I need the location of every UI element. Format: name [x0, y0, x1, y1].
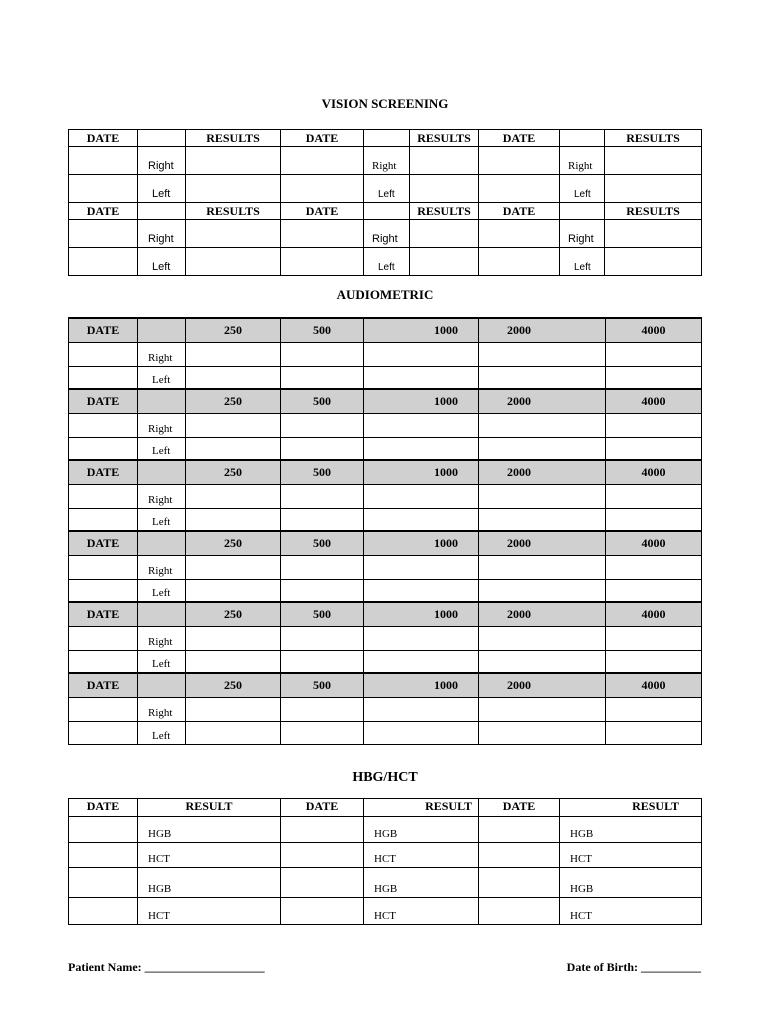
frequency-header: 1000	[364, 460, 479, 484]
date-cell[interactable]	[69, 721, 138, 744]
date-cell[interactable]	[281, 843, 364, 868]
result-cell[interactable]	[364, 555, 479, 579]
date-cell[interactable]	[69, 868, 138, 898]
result-cell[interactable]	[281, 437, 364, 460]
hgb-label: HGB	[560, 817, 702, 843]
audiometric-left-row	[69, 721, 702, 744]
result-cell[interactable]	[281, 626, 364, 650]
date-header: DATE	[281, 203, 364, 220]
date-cell[interactable]	[479, 248, 560, 276]
result-cell[interactable]	[606, 697, 702, 721]
patient-name-field[interactable]: Patient Name: ____________________	[68, 960, 265, 974]
audiometric-table	[68, 317, 702, 745]
date-header: DATE	[69, 203, 138, 220]
result-cell[interactable]	[186, 175, 281, 203]
date-cell[interactable]	[281, 817, 364, 843]
result-header: RESULT	[364, 799, 479, 817]
frequency-header: 500	[281, 460, 364, 484]
result-cell[interactable]	[186, 147, 281, 175]
result-cell[interactable]	[281, 342, 364, 366]
left-ear-label: Left	[138, 650, 186, 673]
frequency-header: 2000	[479, 318, 606, 342]
frequency-header: 250	[186, 318, 281, 342]
result-cell[interactable]	[479, 579, 606, 602]
audiometric-right-row	[69, 484, 702, 508]
hgb-label: HGB	[138, 817, 281, 843]
date-cell[interactable]	[479, 843, 560, 868]
date-cell[interactable]	[69, 437, 138, 460]
result-cell[interactable]	[605, 248, 702, 276]
right-eye-label: Right	[560, 147, 605, 175]
date-header: DATE	[281, 799, 364, 817]
frequency-header: 1000	[364, 602, 479, 626]
result-cell[interactable]	[606, 650, 702, 673]
right-eye-label: Right	[364, 147, 410, 175]
hgb-label: HGB	[364, 868, 479, 898]
date-cell[interactable]	[479, 175, 560, 203]
date-cell[interactable]	[69, 413, 138, 437]
frequency-header: 2000	[479, 460, 606, 484]
result-cell[interactable]	[364, 650, 479, 673]
frequency-header: 250	[186, 602, 281, 626]
date-of-birth-field[interactable]: Date of Birth: __________	[566, 960, 701, 974]
date-cell[interactable]	[281, 147, 364, 175]
right-eye-label: Right	[138, 220, 186, 248]
date-header: DATE	[69, 318, 138, 342]
frequency-header: 1000	[364, 389, 479, 413]
hbg-hct-title: HBG/HCT	[352, 770, 418, 785]
result-cell[interactable]	[186, 437, 281, 460]
date-cell[interactable]	[69, 626, 138, 650]
result-cell[interactable]	[281, 413, 364, 437]
result-cell[interactable]	[281, 555, 364, 579]
result-cell[interactable]	[606, 721, 702, 744]
result-cell[interactable]	[605, 220, 702, 248]
date-cell[interactable]	[69, 147, 138, 175]
result-cell[interactable]	[606, 508, 702, 531]
result-cell[interactable]	[186, 721, 281, 744]
date-cell[interactable]	[69, 898, 138, 925]
hgb-row	[69, 817, 702, 843]
hgb-row	[69, 868, 702, 898]
result-cell[interactable]	[410, 220, 479, 248]
hct-row	[69, 898, 702, 925]
right-eye-label: Right	[364, 220, 410, 248]
audiometric-right-row	[69, 697, 702, 721]
result-cell[interactable]	[186, 342, 281, 366]
left-eye-label: Left	[560, 248, 605, 276]
frequency-header: 1000	[364, 531, 479, 555]
audiometric-right-row	[69, 626, 702, 650]
result-cell[interactable]	[479, 721, 606, 744]
hbg-header-row	[69, 799, 702, 817]
date-cell[interactable]	[281, 248, 364, 276]
date-cell[interactable]	[281, 868, 364, 898]
result-header: RESULT	[138, 799, 281, 817]
result-cell[interactable]	[186, 555, 281, 579]
hgb-label: HGB	[138, 868, 281, 898]
results-header: RESULTS	[186, 203, 281, 220]
right-ear-label: Right	[138, 555, 186, 579]
result-cell[interactable]	[186, 366, 281, 389]
hct-label: HCT	[560, 898, 702, 925]
result-cell[interactable]	[479, 650, 606, 673]
result-cell[interactable]	[186, 220, 281, 248]
result-cell[interactable]	[186, 413, 281, 437]
results-header: RESULTS	[605, 130, 702, 147]
result-cell[interactable]	[281, 508, 364, 531]
audiometric-left-row	[69, 366, 702, 389]
date-header: DATE	[479, 799, 560, 817]
date-cell[interactable]	[69, 579, 138, 602]
date-cell[interactable]	[479, 220, 560, 248]
hct-label: HCT	[364, 843, 479, 868]
left-ear-label: Left	[138, 721, 186, 744]
frequency-header: 500	[281, 531, 364, 555]
result-cell[interactable]	[364, 697, 479, 721]
left-eye-label: Left	[138, 175, 186, 203]
frequency-header: 250	[186, 389, 281, 413]
audiometric-header-row	[69, 531, 702, 555]
results-header: RESULTS	[605, 203, 702, 220]
date-cell[interactable]	[281, 175, 364, 203]
frequency-header: 2000	[479, 673, 606, 697]
frequency-header: 250	[186, 531, 281, 555]
audiometric-right-row	[69, 342, 702, 366]
result-cell[interactable]	[186, 484, 281, 508]
result-cell[interactable]	[479, 437, 606, 460]
frequency-header: 1000	[364, 318, 479, 342]
result-cell[interactable]	[281, 721, 364, 744]
result-cell[interactable]	[364, 342, 479, 366]
date-cell[interactable]	[69, 175, 138, 203]
audiometric-title: AUDIOMETRIC	[336, 287, 434, 302]
left-eye-label: Left	[560, 175, 605, 203]
vision-table	[68, 129, 702, 276]
right-ear-label: Right	[138, 697, 186, 721]
frequency-header: 500	[281, 318, 364, 342]
frequency-header: 2000	[479, 602, 606, 626]
hgb-label: HGB	[560, 868, 702, 898]
left-eye-label: Left	[364, 248, 410, 276]
audiometric-left-row	[69, 508, 702, 531]
result-cell[interactable]	[364, 484, 479, 508]
date-header: DATE	[281, 130, 364, 147]
frequency-header: 4000	[606, 389, 702, 413]
result-cell[interactable]	[606, 555, 702, 579]
result-cell[interactable]	[606, 413, 702, 437]
result-cell[interactable]	[281, 366, 364, 389]
result-cell[interactable]	[479, 484, 606, 508]
frequency-header: 2000	[479, 531, 606, 555]
audiometric-left-row	[69, 437, 702, 460]
result-cell[interactable]	[479, 697, 606, 721]
result-cell[interactable]	[186, 626, 281, 650]
result-cell[interactable]	[606, 342, 702, 366]
vision-right-row	[69, 147, 702, 175]
result-cell[interactable]	[281, 484, 364, 508]
result-cell[interactable]	[605, 175, 702, 203]
result-cell[interactable]	[281, 650, 364, 673]
audiometric-left-row	[69, 579, 702, 602]
date-cell[interactable]	[69, 555, 138, 579]
result-cell[interactable]	[364, 626, 479, 650]
audiometric-right-row	[69, 413, 702, 437]
vision-left-row	[69, 175, 702, 203]
hct-label: HCT	[364, 898, 479, 925]
date-header: DATE	[479, 203, 560, 220]
hbg-hct-table	[68, 798, 702, 925]
left-ear-label: Left	[138, 508, 186, 531]
result-cell[interactable]	[605, 147, 702, 175]
left-eye-label: Left	[364, 175, 410, 203]
left-ear-label: Left	[138, 366, 186, 389]
result-cell[interactable]	[479, 342, 606, 366]
date-cell[interactable]	[479, 898, 560, 925]
result-cell[interactable]	[364, 579, 479, 602]
result-cell[interactable]	[410, 248, 479, 276]
right-ear-label: Right	[138, 413, 186, 437]
result-cell[interactable]	[186, 508, 281, 531]
frequency-header: 500	[281, 389, 364, 413]
left-ear-label: Left	[138, 437, 186, 460]
result-cell[interactable]	[364, 721, 479, 744]
right-eye-label: Right	[138, 147, 186, 175]
result-cell[interactable]	[186, 248, 281, 276]
date-cell[interactable]	[69, 697, 138, 721]
date-cell[interactable]	[69, 342, 138, 366]
hct-label: HCT	[138, 843, 281, 868]
result-cell[interactable]	[410, 175, 479, 203]
result-cell[interactable]	[479, 413, 606, 437]
hct-label: HCT	[560, 843, 702, 868]
date-cell[interactable]	[69, 650, 138, 673]
result-cell[interactable]	[606, 579, 702, 602]
vision-screening-title: VISION SCREENING	[321, 96, 449, 111]
frequency-header: 1000	[364, 673, 479, 697]
result-cell[interactable]	[186, 697, 281, 721]
audiometric-left-row	[69, 650, 702, 673]
date-cell[interactable]	[69, 248, 138, 276]
date-cell[interactable]	[69, 817, 138, 843]
result-cell[interactable]	[364, 437, 479, 460]
result-cell[interactable]	[281, 579, 364, 602]
date-header: DATE	[69, 673, 138, 697]
date-cell[interactable]	[479, 868, 560, 898]
result-cell[interactable]	[410, 147, 479, 175]
results-header: RESULTS	[186, 130, 281, 147]
frequency-header: 250	[186, 460, 281, 484]
audiometric-header-row	[69, 318, 702, 342]
date-header: DATE	[69, 531, 138, 555]
result-cell[interactable]	[479, 366, 606, 389]
frequency-header: 500	[281, 602, 364, 626]
frequency-header: 500	[281, 673, 364, 697]
left-ear-label: Left	[138, 579, 186, 602]
right-ear-label: Right	[138, 484, 186, 508]
audiometric-header-row	[69, 460, 702, 484]
date-cell[interactable]	[69, 843, 138, 868]
date-header: DATE	[69, 799, 138, 817]
hct-label: HCT	[138, 898, 281, 925]
vision-left-row	[69, 248, 702, 276]
frequency-header: 4000	[606, 318, 702, 342]
audiometric-header-row	[69, 602, 702, 626]
right-ear-label: Right	[138, 626, 186, 650]
frequency-header: 4000	[606, 602, 702, 626]
date-cell[interactable]	[69, 484, 138, 508]
result-cell[interactable]	[606, 626, 702, 650]
frequency-header: 2000	[479, 389, 606, 413]
results-header: RESULTS	[410, 130, 479, 147]
date-cell[interactable]	[281, 220, 364, 248]
left-eye-label: Left	[138, 248, 186, 276]
audiometric-header-row	[69, 389, 702, 413]
result-cell[interactable]	[479, 626, 606, 650]
result-cell[interactable]	[606, 437, 702, 460]
frequency-header: 4000	[606, 673, 702, 697]
hgb-label: HGB	[364, 817, 479, 843]
result-cell[interactable]	[186, 579, 281, 602]
frequency-header: 4000	[606, 460, 702, 484]
right-eye-label: Right	[560, 220, 605, 248]
results-header: RESULTS	[410, 203, 479, 220]
result-cell[interactable]	[364, 366, 479, 389]
result-cell[interactable]	[479, 555, 606, 579]
vision-right-row	[69, 220, 702, 248]
result-cell[interactable]	[479, 508, 606, 531]
date-header: DATE	[69, 460, 138, 484]
hct-row	[69, 843, 702, 868]
result-cell[interactable]	[281, 697, 364, 721]
date-cell[interactable]	[479, 147, 560, 175]
date-cell[interactable]	[69, 220, 138, 248]
date-cell[interactable]	[479, 817, 560, 843]
date-header: DATE	[69, 389, 138, 413]
vision-header-row	[69, 130, 702, 147]
audiometric-header-row	[69, 673, 702, 697]
date-cell[interactable]	[69, 508, 138, 531]
right-ear-label: Right	[138, 342, 186, 366]
date-header: DATE	[69, 130, 138, 147]
result-cell[interactable]	[186, 650, 281, 673]
frequency-header: 4000	[606, 531, 702, 555]
date-cell[interactable]	[281, 898, 364, 925]
vision-header-row	[69, 203, 702, 220]
result-cell[interactable]	[606, 484, 702, 508]
result-cell[interactable]	[606, 366, 702, 389]
audiometric-right-row	[69, 555, 702, 579]
result-header: RESULT	[560, 799, 702, 817]
date-header: DATE	[69, 602, 138, 626]
date-cell[interactable]	[69, 366, 138, 389]
result-cell[interactable]	[364, 508, 479, 531]
result-cell[interactable]	[364, 413, 479, 437]
date-header: DATE	[479, 130, 560, 147]
frequency-header: 250	[186, 673, 281, 697]
